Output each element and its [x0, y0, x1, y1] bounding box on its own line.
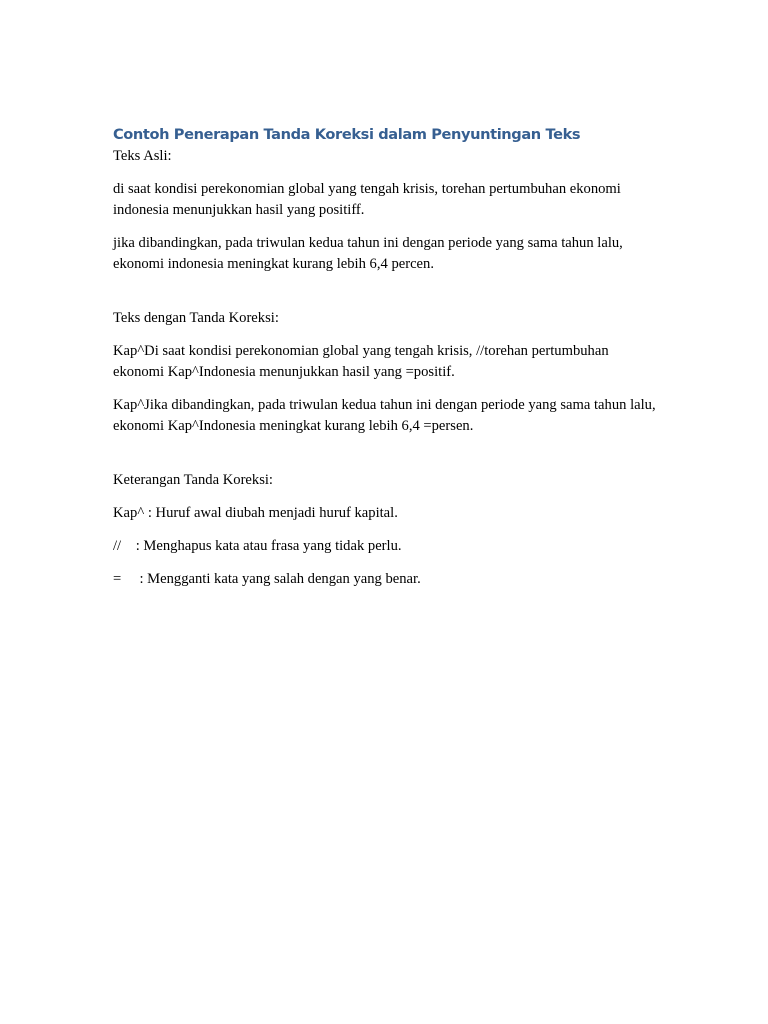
original-paragraph-1: di saat kondisi perekonomian global yang tengah krisis, torehan pertumbuhan ekonomi indonesia menunjukkan hasil yang positiff.: [113, 181, 621, 218]
legend-symbol: Kap^: [113, 505, 145, 521]
legend-item-capital: [113, 503, 658, 524]
legend-symbol: //: [113, 538, 122, 554]
document-heading: Contoh Penerapan Tanda Koreksi dalam Penyuntingan Teks: [113, 126, 581, 143]
corrected-paragraph-2: Kap^Jika dibandingkan, pada triwulan kedua tahun ini dengan periode yang sama tahun lalu, ekonomi Kap^Indonesia meningkat kurang lebih 6,4 =persen.: [113, 397, 656, 434]
legend-label: Keterangan Tanda Koreksi:: [113, 472, 273, 488]
corrected-text-label: Teks dengan Tanda Koreksi:: [113, 310, 279, 326]
legend-description: : Menghapus kata atau frasa yang tidak perlu.: [121, 538, 402, 554]
legend-item-delete: [113, 536, 658, 557]
legend-description: : Mengganti kata yang salah dengan yang benar.: [121, 571, 421, 587]
legend-description: : Huruf awal diubah menjadi huruf kapital.: [144, 505, 398, 521]
legend-symbol: =: [113, 571, 122, 587]
document-page: [113, 124, 658, 590]
legend-item-replace: [113, 569, 658, 590]
original-paragraph-2: jika dibandingkan, pada triwulan kedua tahun ini dengan periode yang sama tahun lalu, ekonomi indonesia meningkat kurang lebih 6,4 percen.: [113, 235, 623, 272]
corrected-paragraph-1: Kap^Di saat kondisi perekonomian global yang tengah krisis, //torehan pertumbuhan ekonomi Kap^Indonesia menunjukkan hasil yang =positif.: [113, 343, 609, 380]
original-text-label: Teks Asli:: [113, 148, 172, 164]
